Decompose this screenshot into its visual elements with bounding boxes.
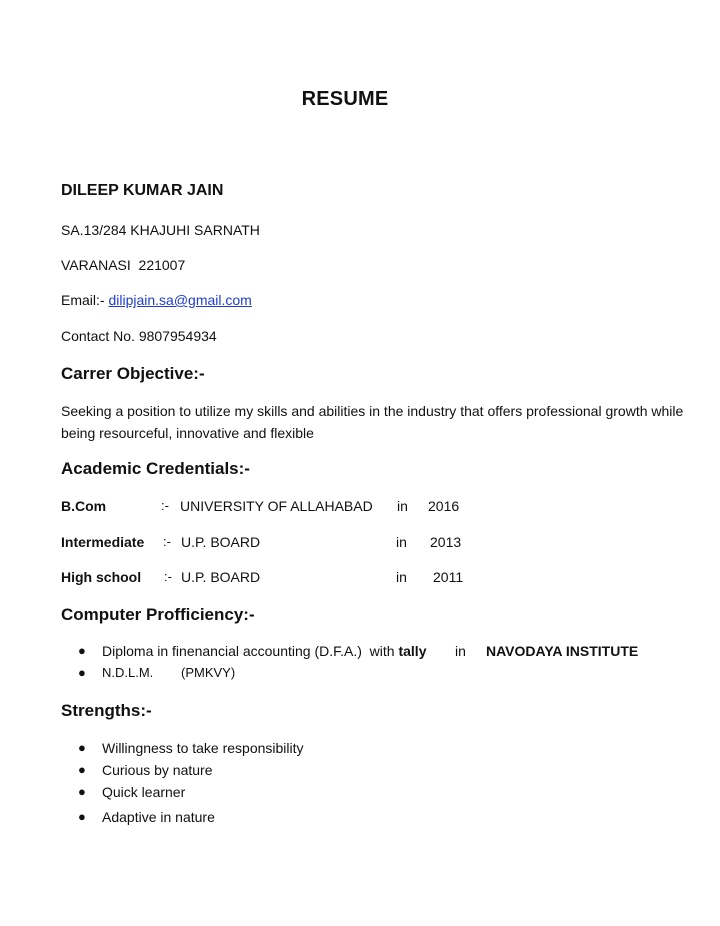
separator: :- [164, 569, 172, 584]
address-line-1: SA.13/284 KHAJUHI SARNATH [61, 222, 260, 238]
separator: :- [161, 498, 169, 513]
year: 2013 [430, 534, 462, 550]
in-word: in [396, 534, 407, 550]
item-text: Quick learner [102, 784, 186, 800]
in-word: in [396, 569, 407, 585]
item-text: Adaptive in nature [102, 809, 215, 825]
candidate-name: DILEEP KUMAR JAIN [61, 182, 224, 199]
academic-row [61, 534, 661, 554]
degree: High school [61, 569, 142, 585]
computer-heading: Computer Profficiency:- [61, 605, 255, 624]
email-label: Email:- [61, 292, 109, 308]
bullet-icon: ● [78, 809, 86, 824]
tally-text: tally [398, 643, 427, 659]
list-item [78, 643, 698, 663]
year: 2011 [433, 569, 464, 585]
academic-row [61, 498, 661, 518]
degree: B.Com [61, 498, 107, 514]
objective-text: Seeking a position to utilize my skills and abilities in the industry that offers professional growth while being resourceful, innovative and flexible [61, 403, 684, 441]
contact-number: Contact No. 9807954934 [61, 328, 217, 344]
list-item [78, 762, 698, 782]
bullet-icon: ● [78, 665, 86, 680]
board: U.P. BOARD [181, 569, 261, 585]
bullet-icon: ● [78, 643, 86, 658]
list-item [78, 665, 698, 685]
in-word: in [397, 498, 408, 514]
year: 2016 [428, 498, 460, 514]
email-line [61, 292, 252, 308]
list-item [78, 740, 698, 760]
academic-row [61, 569, 661, 589]
institute-name: NAVODAYA INSTITUTE [486, 643, 639, 659]
separator: :- [163, 534, 171, 549]
academic-heading: Academic Credentials:- [61, 459, 250, 478]
degree: Intermediate [61, 534, 145, 550]
board: UNIVERSITY OF ALLAHABAD [180, 498, 373, 514]
strengths-heading: Strengths:- [61, 701, 152, 720]
bullet-icon: ● [78, 762, 86, 777]
item-text-secondary: (PMKVY) [181, 665, 236, 680]
item-text: N.D.L.M. [102, 665, 154, 680]
course-text: Diploma in finenancial accounting (D.F.A.) with [102, 643, 399, 659]
objective-heading: Carrer Objective:- [61, 364, 205, 383]
address-line-2: VARANASI 221007 [61, 257, 186, 273]
item-text: Curious by nature [102, 762, 213, 778]
bullet-icon: ● [78, 740, 86, 755]
in-word: in [455, 643, 466, 659]
resume-title: RESUME [301, 88, 389, 110]
bullet-icon: ● [78, 784, 86, 799]
item-text: Willingness to take responsibility [102, 740, 304, 756]
email-link[interactable]: dilipjain.sa@gmail.com [108, 292, 252, 308]
board: U.P. BOARD [181, 534, 261, 550]
list-item [78, 809, 698, 829]
item-text [102, 643, 426, 659]
list-item [78, 784, 698, 804]
